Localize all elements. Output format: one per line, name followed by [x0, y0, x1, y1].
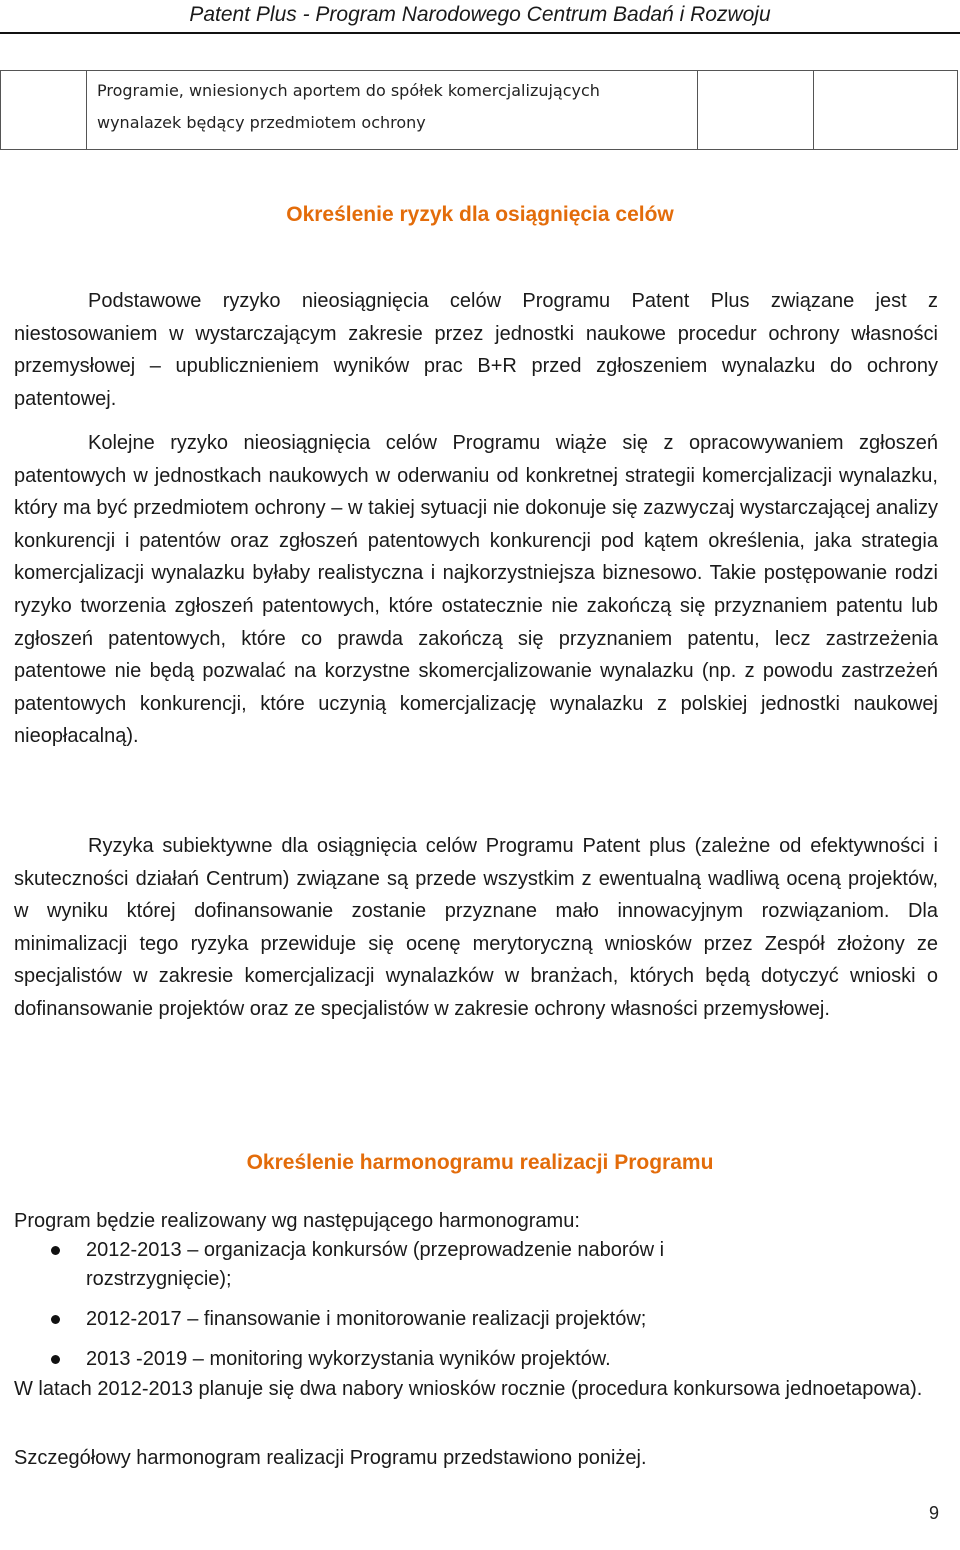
paragraph-risk-1: Podstawowe ryzyko nieosiągnięcia celów Programu Patent Plus związane jest z niestosowaniem w wystarczającym zakresie przez jednostki naukowe procedur ochrony własności przemysłowej – upublicznieniem wyników prac B+R przed zgłoszeniem wynalazku do ochrony patentowej.	[14, 290, 938, 410]
schedule-list	[0, 1236, 960, 1374]
table-cell-text	[87, 71, 698, 150]
schedule-note: W latach 2012-2013 planuje się dwa nabory wniosków rocznie (procedura konkursowa jednoetapowa).	[14, 1378, 923, 1400]
section-heading-schedule: Określenie harmonogramu realizacji Programu	[246, 1151, 714, 1174]
page-header: Patent Plus - Program Narodowego Centrum Badań i Rozwoju	[189, 3, 771, 26]
paragraph-risk-3: Ryzyka subiektywne dla osiągnięcia celów Programu Patent plus (zależne od efektywności i skuteczności działań Centrum) związane są przede wszystkim z ewentualną wadliwą oceną projektów, w wyniku której dofinansowanie zostanie przyznane mało innowacyjnym rozwiązaniom. Dla minimalizacji tego ryzyka przewiduje się ocenę merytoryczną wniosków przez Zespół złożony ze specjalistów w zakresie komercjalizacji wynalazków w branżach, których będą dotyczyć wnioski o dofinansowanie projektów oraz ze specjalistów w zakresie ochrony własności przemysłowej.	[14, 835, 938, 1020]
table-cell-empty-mid	[698, 71, 814, 150]
table-cell-empty-left	[1, 71, 87, 150]
schedule-intro: Program będzie realizowany wg następującego harmonogramu:	[14, 1210, 580, 1232]
header-divider	[0, 32, 960, 34]
list-item: 2012-2013 – organizacja konkursów (przeprowadzenie naborów i rozstrzygnięcie);	[0, 1236, 786, 1294]
bullet-icon	[51, 1315, 60, 1324]
list-item: 2012-2017 – finansowanie i monitorowanie realizacji projektów;	[0, 1305, 960, 1334]
list-item: 2013 -2019 – monitoring wykorzystania wyników projektów.	[0, 1345, 960, 1374]
table-cell-empty-right	[814, 71, 958, 150]
table-fragment	[0, 70, 958, 150]
paragraph-risk-2: Kolejne ryzyko nieosiągnięcia celów Programu wiąże się z opracowywaniem zgłoszeń patentowych w jednostkach naukowych w oderwaniu od konkretnej strategii komercjalizacji wynalazku, który ma być przedmiotem ochrony – w takiej sytuacji nie dokonuje się zazwyczaj wystarczającej analizy konkurencji i patentów oraz zgłoszeń patentowych konkurencji pod kątem określenia, jaka strategia komercjalizacji wynalazku byłaby realistyczna i najkorzystniejsza biznesowo. Takie postępowanie rodzi ryzyko tworzenia zgłoszeń patentowych, które ostatecznie nie zakończą się przyznaniem patentu lub zgłoszeń patentowych, które co prawda zakończą się przyznaniem patentu, lecz zastrzeżenia patentowe nie będą pozwalać na korzystne skomercjalizowanie wynalazku (np. z powodu zastrzeżeń patentowych konkurencji, które uczynią komercjalizację wynalazku z polskiej jednostki naukowej nieopłacalną).	[14, 432, 938, 748]
page-number: 9	[928, 1503, 939, 1523]
table-cell-label: Programie, wniesionych aportem do spółek komercjalizujących wynalazek będący przedmiotem ochrony	[97, 81, 600, 132]
bullet-icon	[51, 1246, 60, 1255]
bullet-icon	[51, 1355, 60, 1364]
schedule-closing: Szczegółowy harmonogram realizacji Programu przedstawiono poniżej.	[14, 1447, 647, 1469]
table-row	[1, 71, 958, 150]
section-heading-risks: Określenie ryzyk dla osiągnięcia celów	[286, 203, 674, 226]
